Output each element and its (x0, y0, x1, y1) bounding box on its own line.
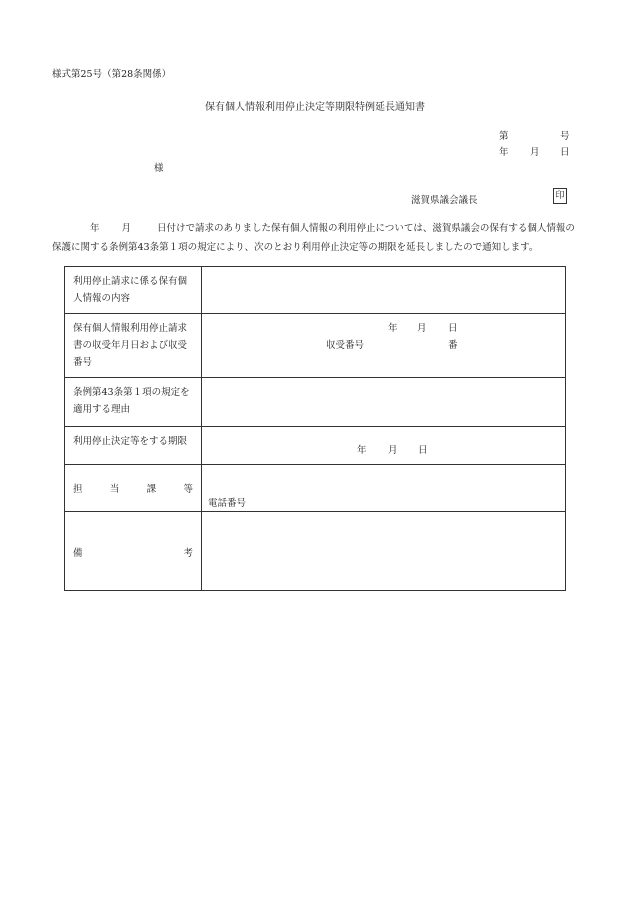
row-value-receipt[interactable] (202, 314, 566, 378)
recipient-honorific: 様 (154, 163, 164, 174)
issuer-name: 滋賀県議会議長 (411, 195, 478, 206)
receipt-year: 年 (388, 323, 398, 334)
dept-char: 等 (183, 484, 193, 495)
date-day: 日 (560, 147, 570, 158)
seal-mark: 印 (553, 188, 567, 204)
doc-number-dai: 第 (499, 131, 509, 142)
body-year: 年 (90, 223, 100, 234)
remarks-char: 考 (183, 548, 193, 559)
table-row (65, 512, 566, 591)
dept-char: 担 (73, 484, 83, 495)
row-value-deadline[interactable] (202, 427, 566, 465)
receipt-day: 日 (448, 323, 458, 334)
table-row (65, 314, 566, 378)
date-year: 年 (499, 147, 509, 158)
deadline-month: 月 (388, 445, 398, 456)
doc-number-go: 号 (560, 131, 570, 142)
row-label-content: 利用停止請求に係る保有個人情報の内容 (65, 267, 202, 314)
dept-char: 課 (146, 484, 157, 495)
row-value-remarks[interactable] (202, 512, 566, 591)
body-month: 月 (121, 223, 132, 234)
table-row (65, 267, 566, 314)
notice-table (64, 266, 566, 591)
date-month: 月 (530, 147, 540, 158)
deadline-day: 日 (418, 445, 428, 456)
table-row (65, 378, 566, 427)
body-paragraph (52, 219, 580, 257)
phone-label: 電話番号 (208, 498, 247, 509)
row-value-reason[interactable] (202, 378, 566, 427)
form-number: 様式第25号（第28条関係） (52, 69, 172, 80)
remarks-char: 備 (73, 548, 83, 559)
receipt-number-label: 収受番号 (326, 340, 365, 351)
table-row (65, 465, 566, 512)
dept-char: 当 (109, 484, 120, 495)
row-label-reason: 条例第43条第１項の規定を適用する理由 (65, 378, 202, 427)
row-label-deadline: 利用停止決定等をする期限 (65, 427, 202, 465)
row-label-department (65, 465, 202, 512)
row-label-remarks (65, 512, 202, 591)
row-value-content[interactable] (202, 267, 566, 314)
row-label-receipt: 保有個人情報利用停止請求書の収受年月日および収受番号 (65, 314, 202, 378)
body-text: 日付けで請求のありました保有個人情報の利用停止については、滋賀県議会の保有する個人情報の保護に関する条例第43条第１項の規定により、次のとおり利用停止決定等の期限を延長しましたので通知します。 (52, 223, 575, 253)
deadline-year: 年 (357, 445, 367, 456)
receipt-ban: 番 (448, 340, 458, 351)
table-row (65, 427, 566, 465)
document-title: 保有個人情報利用停止決定等期限特例延長通知書 (205, 102, 425, 113)
receipt-month: 月 (417, 323, 427, 334)
row-value-department[interactable] (202, 465, 566, 512)
